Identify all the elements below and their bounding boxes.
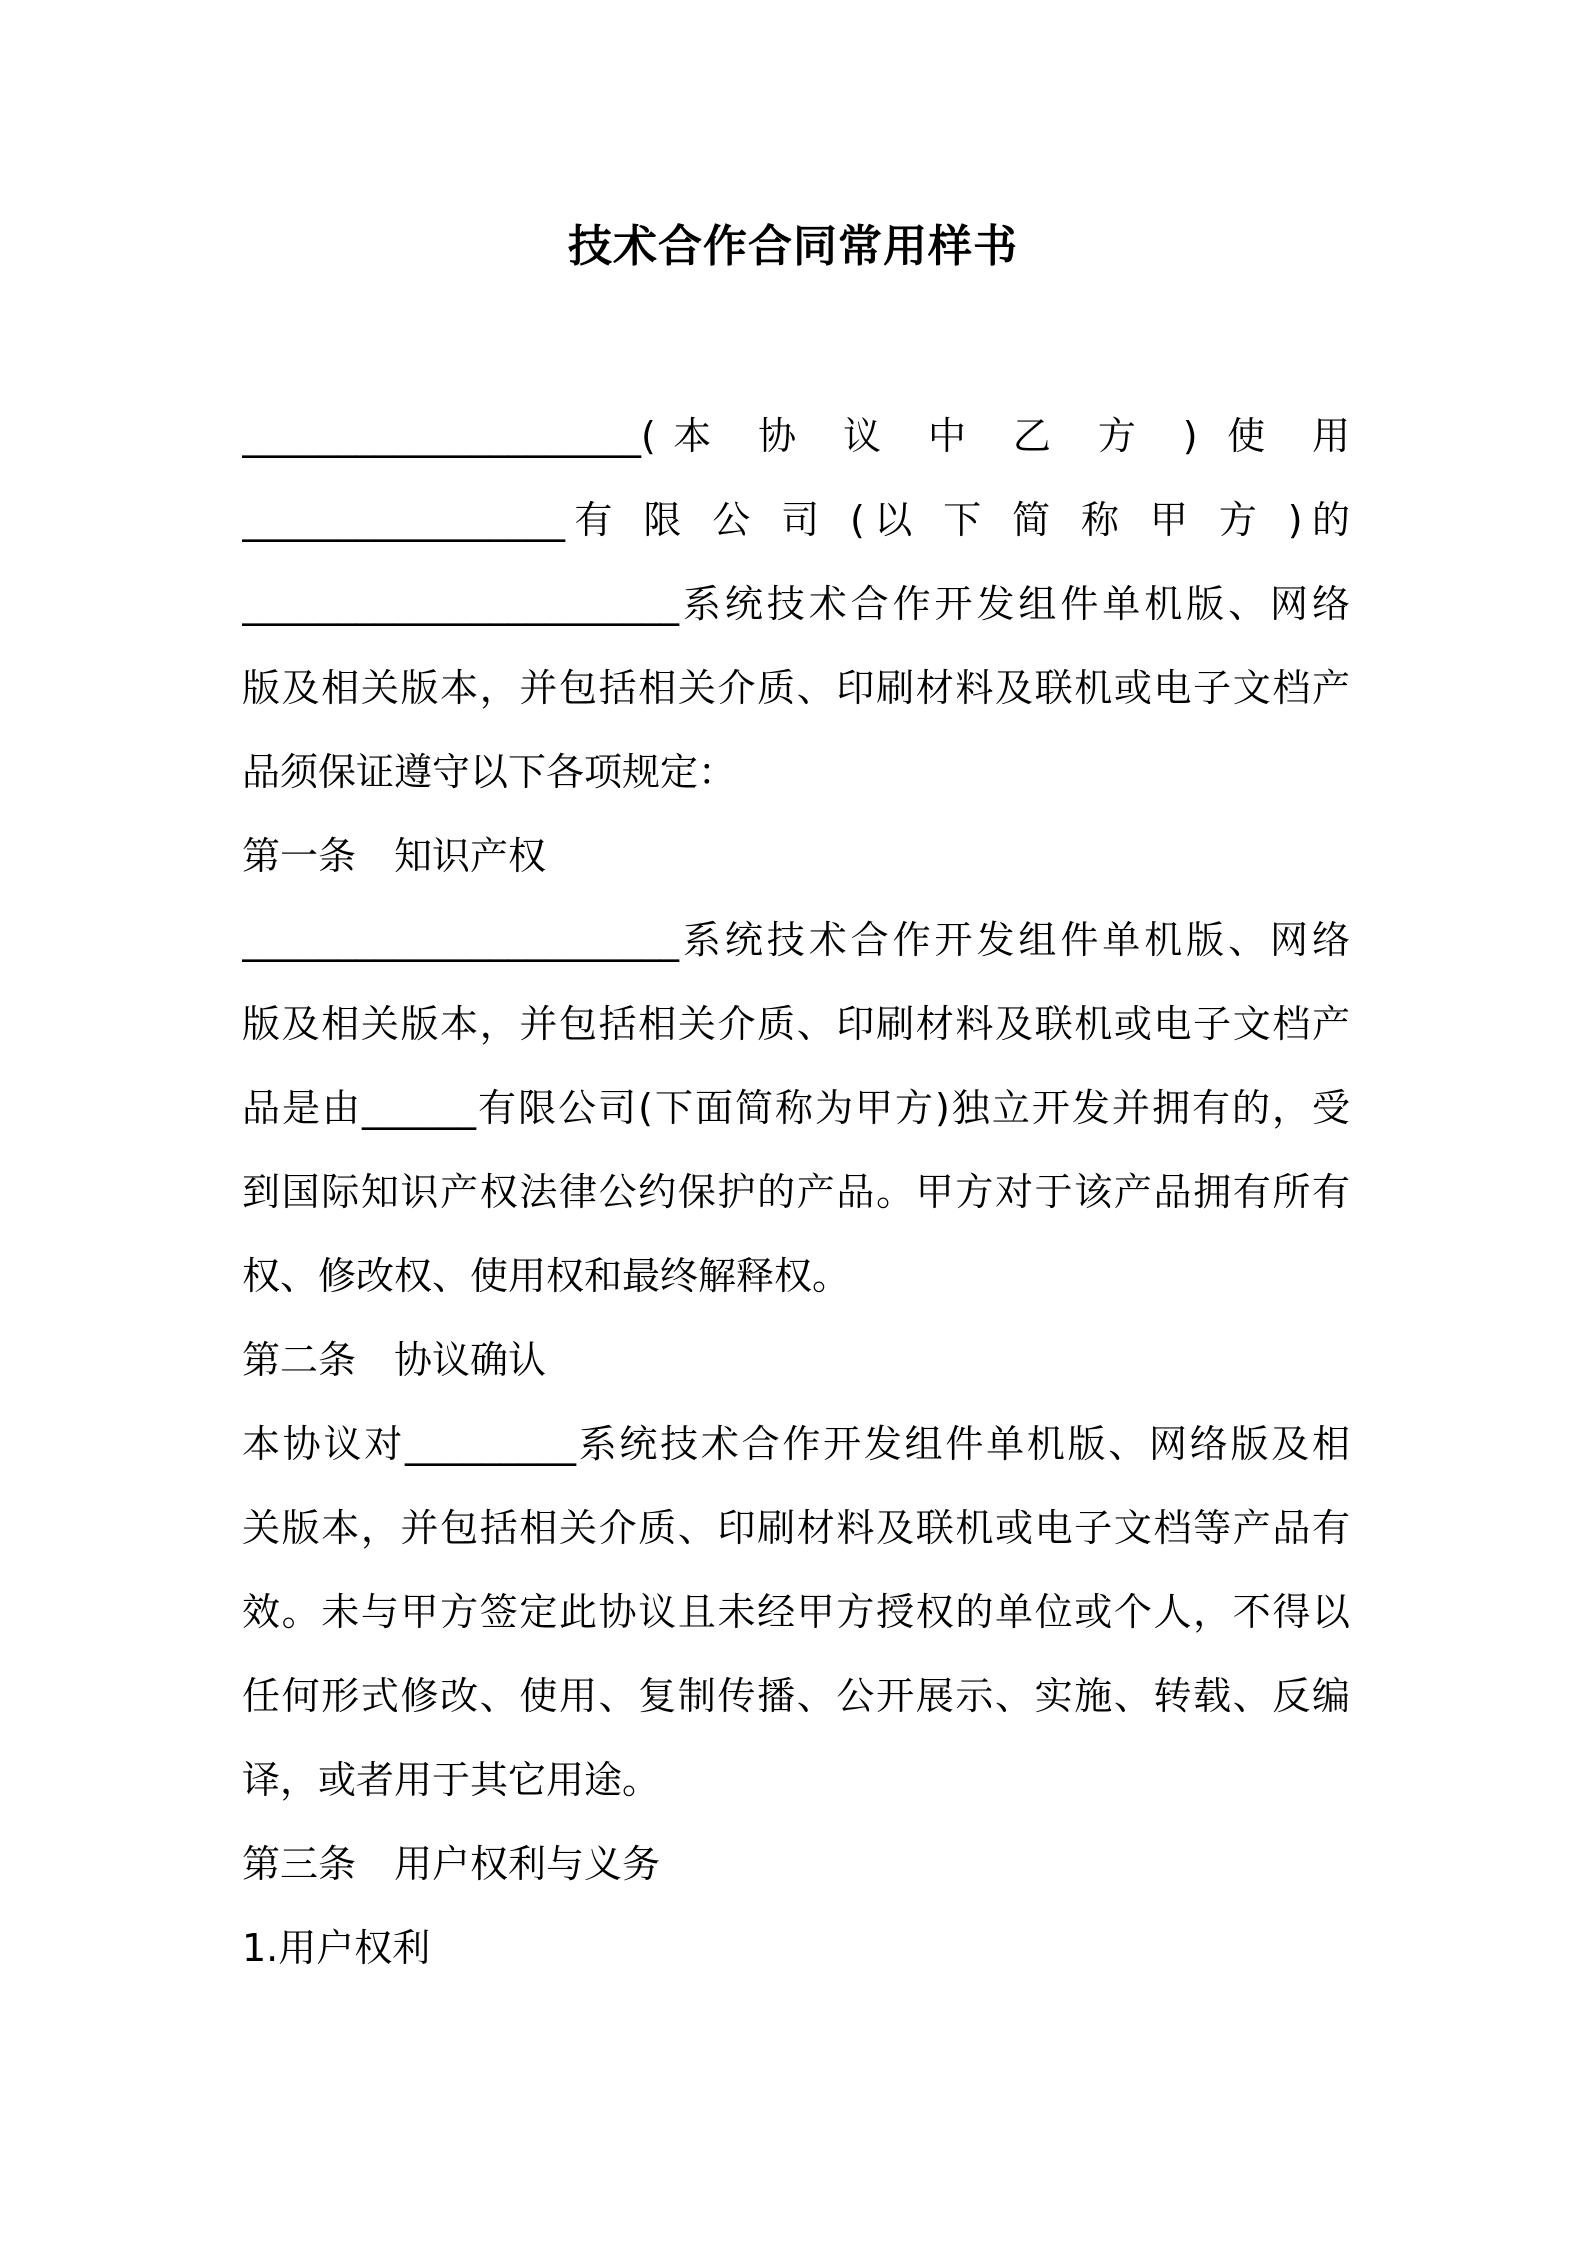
paragraph-line: 品须保证遵守以下各项规定：: [242, 750, 737, 794]
paragraph-line: _______________________系统技术合作开发组件单机版、网络: [242, 582, 1350, 626]
section-heading-2: 第二条 协议确认: [242, 1338, 547, 1382]
section-heading-3: 第三条 用户权利与义务: [242, 1842, 661, 1886]
paragraph-line: 权、修改权、使用权和最终解释权。: [242, 1254, 851, 1298]
document-title: 技术合作合同常用样书: [568, 221, 1018, 272]
paragraph-line: 关版本，并包括相关介质、印刷材料及联机或电子文档等产品有: [242, 1506, 1350, 1550]
paragraph-line: 译，或者用于其它用途。: [242, 1758, 661, 1802]
paragraph-line: 到国际知识产权法律公约保护的产品。甲方对于该产品拥有所有: [242, 1170, 1350, 1214]
paragraph-line: 任何形式修改、使用、复制传播、公开展示、实施、转载、反编: [242, 1674, 1350, 1718]
paragraph-line: 品是由______有限公司(下面简称为甲方)独立开发并拥有的，受: [242, 1086, 1350, 1130]
paragraph-line: 版及相关版本，并包括相关介质、印刷材料及联机或电子文档产: [242, 666, 1350, 710]
paragraph-line: _______________________系统技术合作开发组件单机版、网络: [242, 918, 1350, 962]
paragraph-line: 版及相关版本，并包括相关介质、印刷材料及联机或电子文档产: [242, 1002, 1350, 1046]
subsection-heading: 1.用户权利: [242, 1926, 431, 1970]
paragraph-line: 效。未与甲方签定此协议且未经甲方授权的单位或个人，不得以: [242, 1590, 1350, 1634]
paragraph-line: _________________有 限 公 司 (以 下 简 称 甲 方 )的: [242, 498, 1350, 542]
paragraph-line: 本协议对_________系统技术合作开发组件单机版、网络版及相: [242, 1422, 1350, 1466]
section-heading-1: 第一条 知识产权: [242, 834, 547, 878]
paragraph-line: _____________________(本 协 议 中 乙 方 ) 使 用: [242, 414, 1350, 458]
